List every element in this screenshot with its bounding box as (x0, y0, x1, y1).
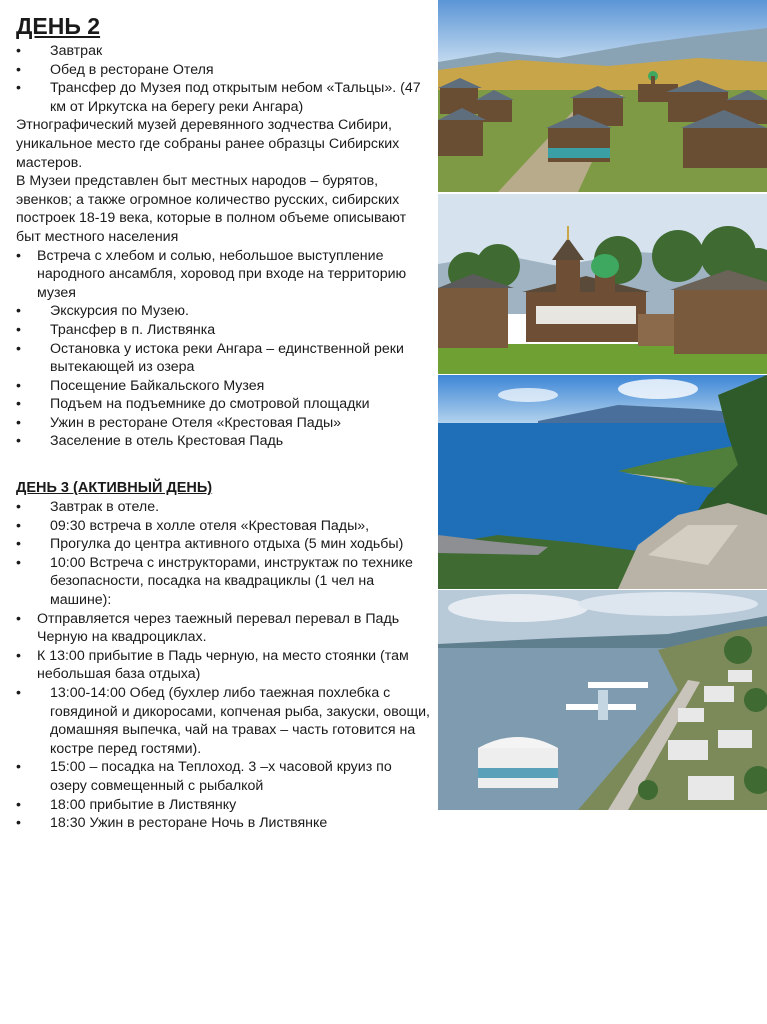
bullet-icon: • (16, 414, 21, 431)
list-item: • 18:30 Ужин в ресторане Ночь в Листвянке (16, 815, 328, 832)
bullet-icon: • (16, 796, 21, 813)
bullet-icon: • (16, 610, 21, 627)
list-item: • 15:00 – посадка на Теплоход. 3 –х часовой круиз по озеру совмещенный с рыбалкой (16, 759, 392, 794)
list-item: • 13:00-14:00 Обед (бухлер либо таежная похлебка с говядиной и дикоросами, копченая рыба, закуски, овощи, домашняя выпечка, чай на травах – часть готовится на костре перед гостями). (16, 685, 430, 757)
list-item: • Отправляется через таежный перевал перевал в Падь Черную на квадроциклах. (16, 610, 400, 646)
wooden-village-icon (438, 0, 767, 192)
bullet-icon: • (16, 647, 21, 664)
day3-list-b (16, 610, 430, 684)
bullet-icon: • (16, 536, 21, 553)
list-item: • Остановка у истока реки Ангара – единственной реки вытекающей из озера (16, 340, 404, 376)
bullet-icon: • (16, 321, 21, 338)
list-item: • Заселение в отель Крестовая Падь (16, 433, 284, 450)
listvyanka-aerial-icon (438, 590, 767, 810)
bullet-icon: • (16, 61, 21, 78)
bullet-icon: • (16, 433, 21, 450)
museum-description: Этнографический музей деревянного зодчества Сибири, уникальное место где собраны ранее образцы Сибирских мастеров. (16, 117, 400, 171)
bullet-icon: • (16, 80, 21, 97)
lake-baikal-view-photo (438, 375, 767, 589)
bullet-icon: • (16, 396, 21, 413)
bullet-icon: • (16, 303, 21, 320)
bullet-icon: • (16, 377, 21, 394)
day2-list-c (16, 302, 430, 451)
bullet-icon: • (16, 759, 21, 776)
list-item: • Прогулка до центра активного отдыха (5 мин ходьбы) (16, 536, 404, 553)
bullet-icon: • (16, 815, 21, 832)
list-item: • Завтрак в отеле. (16, 499, 160, 516)
wooden-church-photo (438, 194, 767, 374)
list-item: • К 13:00 прибытие в Падь черную, на место стоянки (там небольшая база отдыха) (16, 647, 409, 683)
bullet-icon: • (16, 247, 21, 264)
lake-baikal-icon (438, 375, 767, 589)
list-item: • Трансфер в п. Листвянка (16, 321, 216, 338)
day2-list-a (16, 42, 430, 116)
bullet-icon: • (16, 43, 21, 59)
wooden-village-photo (438, 0, 767, 192)
list-item: • Подъем на подъемнике до смотровой площадки (16, 396, 370, 413)
bullet-icon: • (16, 340, 21, 357)
list-item: • 18:00 прибытие в Листвянку (16, 796, 237, 813)
museum-exhibits-description: В Музеи представлен быт местных народов – бурятов, эвенков; а также огромное количество русских, сибирских построек 18-19 века, которые в полном объеме описывают быт местного населения (16, 173, 407, 245)
day2-list-b (16, 247, 430, 303)
day3-heading: ДЕНЬ 3 (АКТИВНЫЙ ДЕНЬ) (16, 480, 213, 497)
list-item: • Экскурсия по Музею. (16, 303, 189, 320)
day2-heading: ДЕНЬ 2 (16, 13, 101, 39)
wooden-church-icon (438, 194, 767, 374)
bullet-icon: • (16, 554, 21, 571)
list-item: • Обед в ресторане Отеля (16, 61, 214, 78)
itinerary-text (16, 12, 430, 833)
bullet-icon: • (16, 685, 21, 701)
listvyanka-aerial-photo (438, 590, 767, 810)
bullet-icon: • (16, 517, 21, 534)
list-item: • Трансфер до Музея под открытым небом «Тальцы». (47 км от Иркутска на берегу реки Ангара) (16, 80, 421, 115)
bullet-icon: • (16, 499, 21, 516)
list-item: • Встреча с хлебом и солью, небольшое выступление народного ансамбля, хоровод при входе на территорию музея (16, 247, 407, 301)
list-item: • Посещение Байкальского Музея (16, 377, 265, 394)
day3-list-c (16, 684, 430, 833)
list-item: • 10:00 Встреча с инструкторами, инструктаж по технике безопасности, посадка на квадрациклы (1 чел на машине): (16, 554, 413, 609)
day3-list-a (16, 498, 430, 610)
list-item: • 09:30 встреча в холле отеля «Крестовая Пады», (16, 517, 370, 534)
list-item: • Ужин в ресторане Отеля «Крестовая Пады» (16, 414, 342, 431)
list-item: • Завтрак (16, 43, 103, 59)
